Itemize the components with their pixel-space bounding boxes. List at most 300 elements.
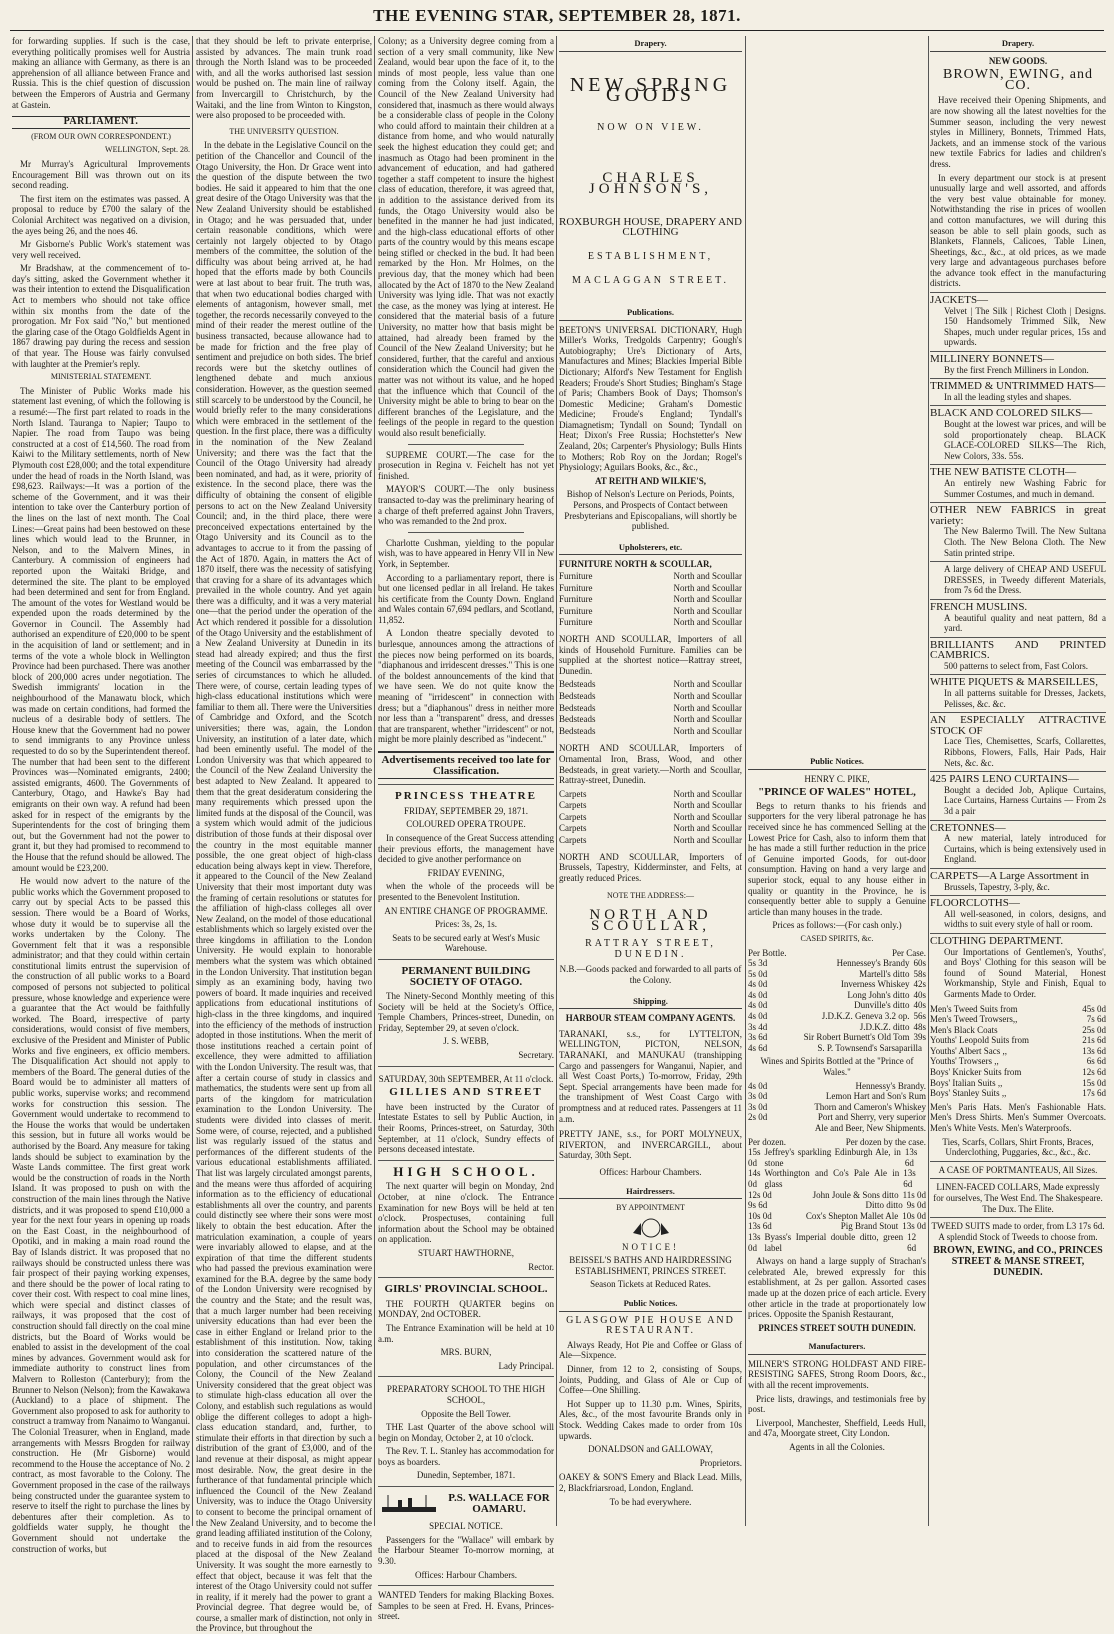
- ad-body: OAKEY & SON'S Emery and Black Lead. Mills, 2, Blackfriarsroad, London, England.: [559, 1472, 742, 1493]
- list-item: [559, 823, 742, 834]
- table-cell: Carpets: [559, 823, 587, 834]
- ad-body: NORTH AND SCOULLAR, Importers of Brussels, Tapestry, Kidderminster, and Felts, at greatly reduced Prices.: [559, 851, 742, 883]
- ad-subtitle: Opposite the Bell Tower.: [421, 1408, 511, 1419]
- table-cell: 4s 0d: [748, 1011, 768, 1022]
- table-cell: North and Scoullar: [673, 788, 742, 799]
- ad-body: The Rev. T. L. Stanley has accommodation for boys as boarders.: [378, 1446, 554, 1467]
- category-heading: Public Notices.: [559, 1298, 742, 1312]
- ad-signature: MRS. BURN,: [440, 1347, 492, 1358]
- column-divider: [192, 36, 193, 1526]
- table-cell: Dunville's ditto: [854, 1000, 910, 1011]
- table-cell: 14s 0d: [748, 1168, 761, 1189]
- category-heading: Manufacturers.: [748, 1341, 926, 1355]
- table-cell: Youths' Leopold Suits from: [930, 1035, 1029, 1046]
- ad-body: Dinner, from 12 to 2, consisting of Soups, Joints, Pudding, and Glass of Ale or Cup of Coffee—One Shilling.: [559, 1364, 742, 1396]
- host-name: HENRY C. PIKE,: [804, 773, 870, 784]
- table-cell: 13s 6d: [1082, 1045, 1106, 1056]
- table-cell: 45s 0d: [1082, 1003, 1106, 1014]
- wines-heading: Wines and Spirits Bottled at the "Prince of Wales.": [760, 1056, 914, 1078]
- table-cell: 13s 0d: [748, 1231, 761, 1253]
- table-cell: Furniture: [559, 571, 593, 581]
- table-row: [930, 1035, 1106, 1046]
- steamer-ad: [378, 1486, 554, 1580]
- table-cell: Boys' Stanley Suits ,,: [930, 1088, 1007, 1099]
- table-cell: 40s: [913, 989, 926, 1000]
- table-cell: North and Scoullar: [673, 702, 742, 713]
- section-heading: BLACK AND COLORED SILKS—: [930, 407, 1093, 420]
- list-item: [559, 691, 742, 702]
- dateline: WELLINGTON, Sept. 28.: [105, 145, 190, 155]
- table-cell: 5s 3d: [748, 958, 768, 969]
- johnson-name: CHARLES JOHNSON'S,: [588, 170, 713, 197]
- table-cell: Carpets: [559, 800, 587, 811]
- spring-goods-headline: NEW SPRING GOODS: [569, 73, 732, 107]
- ad-body: Have received their Opening Shipments, and are now showing all the latest novelties for the Summer season, including the very newest styles in Millinery, Bonnets, Trimmed Hats, Jackets, and an immense stock of the various new textile Fabrics for ladies and children's dress.: [930, 95, 1106, 169]
- section-heading: CRETONNES—: [930, 821, 1006, 834]
- drapery-section: [930, 378, 1106, 402]
- table-row: [748, 1091, 926, 1102]
- news-item: SUPREME COURT.—The case for the prosecution in Regina v. Feichelt has not yet finished.: [378, 449, 554, 481]
- ad-body: Liverpool, Manchester, Sheffield, Leeds Hull, and 47a, Moorgate street, City London.: [748, 1417, 926, 1439]
- table-cell: North and Scoullar: [673, 725, 742, 736]
- col-head: Per Case.: [892, 947, 926, 958]
- section-heading: JACKETS—: [930, 294, 989, 307]
- firm-footer: BROWN, EWING, and CO., PRINCES STREET & MANSE STREET, DUNEDIN.: [933, 1245, 1103, 1278]
- list-item: [559, 703, 742, 714]
- section-heading: AN ESPECIALLY ATTRACTIVE STOCK OF: [930, 714, 1106, 737]
- ad-body: WANTED Tenders for making Blacking Boxes. Samples to be seen at Fred. H. Evans, Princes-street.: [378, 1590, 554, 1622]
- drapery-section: [930, 868, 1106, 892]
- table-cell: Martell's ditto: [859, 968, 910, 979]
- news-item: MAYOR'S COURT.—The only business transacted to-day was the preliminary hearing of a charge of theft preferred against John Travers, who was remanded to the 2nd prox.: [378, 484, 554, 527]
- category-heading: Public Notices.: [748, 756, 926, 770]
- table-cell: Ditto ditto: [865, 1200, 903, 1211]
- table-cell: North and Scoullar: [673, 714, 742, 725]
- table-row: [748, 1200, 926, 1211]
- table-cell: Men's Tweed Trowsers,,: [930, 1014, 1018, 1025]
- establishment: ESTABLISHMENT,: [587, 250, 714, 262]
- ad-seats: Seats to be secured early at West's Music Warehouse.: [392, 932, 540, 954]
- ad-role: Rector.: [528, 1261, 554, 1272]
- building-society-ad: [378, 959, 554, 1061]
- table-cell: S. P. Townsend's Sarsaparilla: [817, 1042, 922, 1053]
- section-text: All well-seasoned, in colors, designs, and widths to suit every style of hall or room.: [944, 908, 1106, 930]
- ad-body: The Entrance Examination will be held at 10 a.m.: [378, 1322, 554, 1344]
- table-row: [748, 1000, 926, 1011]
- table-cell: Men's Tweed Suits from: [930, 1003, 1018, 1014]
- new-goods: NEW GOODS.: [988, 55, 1048, 66]
- table-cell: North and Scoullar: [673, 679, 742, 690]
- note-address: NOTE THE ADDRESS:—: [607, 891, 694, 901]
- table-cell: Lemon Hart and Son's Rum: [825, 1091, 926, 1102]
- column-divider: [374, 36, 375, 1526]
- table-cell: 13s 6d: [748, 1221, 772, 1232]
- section-heading: BRILLIANTS AND PRINTED CAMBRICS.: [930, 638, 1106, 662]
- table-row: [748, 1232, 926, 1253]
- ad-body: Hot Supper up to 11.30 p.m. Wines, Spirits, Ales, &c., of the most favourite Brands only in Stock. Wedding Cakes made to order from 10s upwards.: [559, 1398, 742, 1441]
- table-cell: 58s: [913, 968, 926, 979]
- publications-note: Bishop of Nelson's Lecture on Periods, Points, Persons, and Prospects of Contact between Presbyterians and Episcopalians, will shortly be published.: [564, 489, 737, 532]
- table-row: [748, 990, 926, 1001]
- list-item: [559, 617, 742, 628]
- paragraph: that they should be left to private enterprise, assisted by advances. The main trunk road through the North Island was to be proceeded with, and all the works authorised last session would be pushed on. The main line of railway from Invercargill to Christchurch, by the Waitaki, and the line from Winton to Kingston, were also proposed to be proceeded with.: [196, 36, 372, 121]
- rattray-street: RATTRAY STREET, DUNEDIN.: [585, 938, 716, 960]
- ad-body: NORTH AND SCOULLAR, Importers of all kinds of Household Furniture. Families can be supplied at the shortest notice—Rattray street, Dunedin.: [559, 633, 742, 676]
- paragraph: Mr Murray's Agricultural Improvements Encouragement Bill was thrown out on its second reading.: [12, 158, 190, 191]
- section-heading: FRENCH MUSLINS.: [930, 600, 1028, 613]
- ad-body: Begs to return thanks to his friends and supporters for the very liberal patronage he has received since he has commenced Selling at the Lowest Price for Cash, also to inform them that he has made a still further reduction in the price of Genuine imported Goods, for out-door consumption. Having on hand a very large and superior stock, equal to any house either in quality or quantity in the Province, he is consequently better able to supply a Genuine article than many houses in the trade.: [748, 800, 926, 917]
- table-cell: North and Scoullar: [673, 823, 742, 834]
- ad-title: PRINCESS THEATRE: [395, 790, 537, 803]
- table-cell: 2s 0d: [748, 1112, 768, 1123]
- table-cell: Long John's ditto: [847, 989, 910, 1000]
- table-cell: 60s: [913, 958, 926, 969]
- table-cell: Thorn and Cameron's Whiskey: [814, 1101, 926, 1112]
- ad-body: have been instructed by the Curator of Intestate Estates to sell by Public Auction, in their Rooms, Princes-street, on Saturday, 30th September, at 11 o'clock, Sundry effects of persons deceased intestate.: [378, 1101, 554, 1155]
- table-row: [748, 1168, 926, 1189]
- suits-table: [930, 1004, 1106, 1099]
- table-cell: Men's Black Coats: [930, 1024, 998, 1035]
- ad-body: In consequence of the Great Success attending their previous efforts, the management have decided to give another performance on: [378, 832, 554, 865]
- drapery-section: [930, 771, 1106, 816]
- table-cell: Inverness Whiskey: [840, 979, 910, 990]
- hotel-name: "PRINCE OF WALES" HOTEL,: [758, 786, 916, 799]
- list-item: [559, 571, 742, 582]
- ad-date: SATURDAY, 30th SEPTEMBER, At 11 o'clock.: [378, 1073, 554, 1084]
- drapery-section: [930, 933, 1106, 1000]
- prices-heading: Prices as follows:—(For cash only.): [772, 920, 902, 931]
- table-cell: 4s 6d: [748, 1042, 768, 1053]
- steamship-icon: [378, 1495, 440, 1515]
- carpets-list: [559, 789, 742, 846]
- table-cell: 3s 6d: [748, 1032, 768, 1043]
- section-text: A large delivery of CHEAP AND USEFUL DRESSES, in Tweedy different Materials, from 7s 6d the Dress.: [944, 564, 1106, 596]
- table-row: [748, 969, 926, 980]
- table-cell: North and Scoullar: [673, 800, 742, 811]
- section-text: Bought at the lowest war prices, and will be sold proportionately cheap. BLACK GLACE-COLORED SILKS—The Rich, New Colors, 33s. 55s.: [944, 419, 1106, 461]
- section-text: A new material, lately introduced for Curtains, which is being extensively used in England.: [944, 833, 1106, 865]
- table-cell: Bedsteads: [559, 714, 596, 725]
- ad-body: In every department our stock is at present unusually large and well assorted, and affords the very best value obtainable for money. Notwithstanding the rise in prices of woollen and cotton manufactures, we will during this season be able to sell plain goods, such as Blankets, Flannels, Calicoes, Table Linen, Sheetings, &c., &c., at old prices, as we made very large and advantageous purchases before the advance took effect in the manufacturing districts.: [930, 172, 1106, 289]
- table-row: [748, 979, 926, 990]
- table-row: [748, 1081, 926, 1092]
- drapery-section: [930, 637, 1106, 672]
- firm-name: BROWN, EWING, and CO.: [943, 67, 1093, 93]
- table-row: [748, 958, 926, 969]
- ale-table: [748, 1147, 926, 1253]
- table-cell: Sir Robert Burnett's Old Tom: [803, 1032, 910, 1043]
- drapery-section: [930, 561, 1106, 596]
- column-divider: [745, 36, 746, 1526]
- table-row: [930, 1004, 1106, 1015]
- table-cell: 13s 0d: [902, 1221, 926, 1232]
- table-cell: Furniture: [559, 617, 593, 628]
- paragraph: The first item on the estimates was passed. A proposal to reduce by £700 the salary of the Colonial Architect was negatived on a division, the ayes being 26, and the noes 46.: [12, 193, 190, 236]
- table-cell: North and Scoullar: [673, 571, 742, 581]
- ad-change: AN ENTIRE CHANGE OF PROGRAMME.: [384, 905, 548, 916]
- price-header: [748, 948, 926, 959]
- table-row: [748, 1032, 926, 1043]
- list-item: [559, 800, 742, 811]
- column-4: [559, 36, 742, 1526]
- list-item: [559, 726, 742, 737]
- table-cell: Cox's Shepton Mallet Ale: [805, 1210, 899, 1221]
- dozen-header: [748, 1137, 926, 1148]
- section-heading: CLOTHING DEPARTMENT.: [930, 934, 1064, 947]
- ad-body: PRETTY JANE, s.s., for PORT MOLYNEUX, RIVERTON, and INVERCARGILL, about Saturday, 30th Sept.: [559, 1129, 742, 1161]
- section-text: Lace Ties, Chemisettes, Scarfs, Collarettes, Ribbons, Flowers, Falls, Hair Pads, Hair Nets, &c. &c.: [944, 736, 1106, 768]
- subtitle: MINISTERIAL STATEMENT.: [50, 372, 152, 382]
- section-text: 500 patterns to select from, Fast Colors.: [944, 660, 1088, 671]
- table-cell: 7s 6d: [1086, 1014, 1106, 1025]
- table-cell: [748, 1123, 811, 1134]
- ad-body: Always on hand a large supply of Strachan's celebrated Ale, brewed expressly for this establishment, at 2s per gallon. Assorted cases made up at the dozen price of each article. Every other article in the trade at proportionately low prices. Opposite the Spanish Restaurant,: [748, 1256, 926, 1320]
- table-cell: 4s 0d: [748, 1000, 768, 1011]
- table-cell: Worthington and Co's Pale Ale in glass: [764, 1168, 900, 1189]
- table-cell: 42s: [913, 979, 926, 990]
- ad-body: Always Ready, Hot Pie and Coffee or Glass of Ale—Sixpence.: [559, 1339, 742, 1361]
- column-divider: [556, 36, 557, 1526]
- wanted-ad: [378, 1585, 554, 1622]
- ad-title: HIGH SCHOOL.: [393, 1163, 539, 1179]
- byline: (FROM OUR OWN CORRESPONDENT.): [31, 131, 171, 141]
- table-cell: Youths' Trowsers ,,: [930, 1056, 999, 1067]
- spirits-table: [748, 958, 926, 1053]
- paragraph: The Minister of Public Works made his statement last evening, of which the following is a resumé:—The first part related to roads in the North Island. Tauranga to Napier; Taupo to Napier. The road from Taupo was being constructed at a cost of £14,560. The road from Kaiwi to the Military settlements, north of New Plymouth cost £28,000; and the total expenditure under the head of roads in the North Island, was £98,623. Railways:—It was a portion of the scheme of the Government, and it was their intention to take over the Canterbury portion of the lines on the last of next month. The Coal Lines:—Great pains had been bestowed on these lines which would lead to the Brunner, in Nelson, and to the Malvern Mines, in Canterbury. A commission of engineers had reported upon the Waitaki Bridge, and determined the site. The plant to be employed had been determined and sent for from England. The amount of the votes for Westland would be expended upon the roads determined by the Governor in Council. The Assembly had authorised an expenditure of £20,000 to be spent in the acquisition of land or settlement; and in terms of the vote a whole block in Wellington Province had been purchased. There was another block of 200,000 acres under negotiation. The Swedish immigrants' location in the neighbourhood of the Manawatu block, which was made on certain conditions, had formed the nucleus of a desirable body of settlers. The House knew that the Government had no power to send immigrants to any Province unless requested to do so by the Superintendent thereof. The number that had been sent to the different Provinces was—Nominated emigrants, 2400; assisted emigrants, 4600. The Governments of Canterbury, Otago, and Hawke's Bay had emigrants on their own way. A refund had been asked for in respect of the emigrants by the Superintendents for the cost of bringing them out, but the Government had not the power to grant it, but they had promised to recommend to the House that the refund should be allowed. The amount would be £23,200.: [12, 385, 190, 873]
- drapery-section: [930, 895, 1106, 930]
- ties-list: Ties, Scarfs, Collars, Shirt Fronts, Braces, Underclothing, Puggaries, &c., &c., &c.: [942, 1136, 1094, 1158]
- table-cell: Carpets: [559, 788, 587, 799]
- ad-role: Proprietors.: [699, 1457, 742, 1468]
- ad-body: THE FOURTH QUARTER begins on MONDAY, 2nd OCTOBER.: [378, 1298, 554, 1320]
- section-heading: OTHER NEW FABRICS in great variety:: [930, 504, 1106, 527]
- table-row: [748, 1190, 926, 1201]
- table-cell: 56s: [913, 1011, 926, 1022]
- packing-note: N.B.—Goods packed and forwarded to all parts of the Colony.: [559, 964, 742, 985]
- royal-arms-icon: [631, 1217, 671, 1239]
- table-row: [748, 1221, 926, 1232]
- list-item: [559, 714, 742, 725]
- section-text: An entirely new Washing Fabric for Summer Costumes, and much in demand.: [944, 477, 1106, 499]
- column-divider: [928, 36, 929, 1526]
- ad-title: HARBOUR STEAM COMPANY AGENTS.: [565, 1013, 736, 1024]
- ad-body: Price lists, drawings, and testimonials free by post.: [748, 1393, 926, 1415]
- ad-prices: Prices: 3s, 2s, 1s.: [434, 919, 497, 930]
- list-item: [559, 583, 742, 594]
- table-cell: 6s 6d: [1086, 1056, 1106, 1067]
- by-appointment: BY APPOINTMENT: [616, 1203, 685, 1213]
- table-cell: Byass's Imperial double ditto, green label: [764, 1231, 904, 1253]
- drapery-section: [930, 464, 1106, 499]
- intro-paragraph: for forwarding supplies. If such is the case, everything politically promises well for Austria making an alliance with Germany, as there is an apprehension of all alliance between France and Russia. This is the chief question of discussion between the Emperors of Austria and Germany at Gastein.: [12, 36, 190, 110]
- ad-signature: STUART HAWTHORNE,: [417, 1247, 515, 1258]
- masthead: THE EVENING STAR, SEPTEMBER 28, 1871.: [373, 6, 741, 25]
- table-cell: Carpets: [559, 835, 587, 846]
- table-cell: 4s 0d: [748, 979, 768, 990]
- season-tickets: Season Tickets at Reduced Rates.: [590, 1279, 711, 1290]
- drapery-section: [930, 292, 1106, 348]
- column-6: [930, 36, 1106, 1526]
- paragraph: Mr Bradshaw, at the commencement of to-day's sitting, asked the Government whether it was their intention to extend the Disqualification Act to members who should not take office within six months from the date of the prorogation. Mr Fox said "No," but mentioned the glaring case of the Otago Goldfields Agent in 1867 drawing pay during the recess and session of that year. The House was fairly convulsed with laughter at the Premier's reply.: [12, 263, 190, 369]
- linen-collars: LINEN-FACED COLLARS, Made expressly for ourselves, The West End. The Shakespeare. The Dux. The Elite.: [930, 1178, 1106, 1214]
- ad-body: BEISSEL'S BATHS AND HAIRDRESSING ESTABLISHMENT, PRINCES STREET.: [569, 1255, 732, 1276]
- table-cell: North and Scoullar: [673, 690, 742, 701]
- portmanteaus: A CASE OF PORTMANTEAUS, All Sizes.: [930, 1161, 1106, 1176]
- table-row: [930, 1056, 1106, 1067]
- table-row: [930, 1078, 1106, 1089]
- table-cell: Bedsteads: [559, 690, 596, 701]
- ad-title: P.S. WALLACE FOR OAMARU.: [448, 1492, 550, 1515]
- table-cell: 3s 0d: [748, 1091, 768, 1102]
- reith-wilkie: AT REITH AND WILKIE'S,: [594, 475, 707, 486]
- table-row: [930, 1088, 1106, 1099]
- table-cell: Port and Sherry, very superior: [817, 1112, 926, 1123]
- table-cell: 5s 0d: [748, 968, 768, 979]
- table-row: [930, 1046, 1106, 1057]
- section-text: Our Importations of Gentlemen's, Youths', and Boys' Clothing for this season will be found of Sound Material, Honest Workmanship, Style and Finish, Equal to Garments Made to Order.: [944, 946, 1106, 999]
- category-heading: Upholsterers, etc.: [559, 542, 742, 556]
- table-cell: 12 6d: [907, 1231, 917, 1253]
- hats-list: Men's Paris Hats. Men's Fashionable Hats. Men's Dress Shirts. Men's Summer Overcoats. Men's White Vests. Men's Waterproofs.: [930, 1101, 1106, 1134]
- table-cell: Furniture: [559, 582, 593, 593]
- paragraph: Mr Gisborne's Public Work's statement was very well received.: [12, 239, 190, 260]
- table-cell: Boys' Italian Suits ,,: [930, 1077, 1003, 1088]
- list-item: [559, 606, 742, 617]
- bottled-table: [748, 1081, 926, 1134]
- table-cell: Jeffrey's sparkling Edinburgh Ale, in stone: [764, 1147, 901, 1168]
- ad-title: GLASGOW PIE HOUSE AND RESTAURANT.: [566, 1314, 735, 1337]
- col-head: Per Bottle.: [748, 947, 787, 958]
- ad-day: FRIDAY EVENING,: [427, 867, 505, 878]
- table-cell: Furniture: [559, 605, 593, 616]
- list-item: [559, 789, 742, 800]
- table-cell: 21s 6d: [1082, 1035, 1106, 1046]
- table-cell: 10s 0d: [902, 1210, 926, 1221]
- table-cell: Bedsteads: [559, 679, 596, 690]
- ad-title: GILLIES AND STREET: [389, 1086, 543, 1099]
- table-cell: North and Scoullar: [673, 594, 742, 605]
- paragraph: He would now advert to the nature of the public works which the Government proposed to carry out by special Acts to be passed this session. There would be a Board of Works, whose duty it would be to supervise all the works undertaken by the Colony. The Government felt that it was a responsible administrator; and that they could within certain constitutional limits entrust the supervision of the construction of all public works to a Board composed of persons not subjected to political pressure, whose knowledge and experience were a guarantee that the Act would be faithfully worked. The Board, irrespective of party considerations, would consist of five members, exclusive of the President and Minister of Public Works and five engineers, ex officio members. The Disqualification Act should not apply to members of the Board. The general duties of the Board would be to administer all matters of public works, supervise works; and recommend works for construction this session. The Government would undertake to recommend to the House the works that would be undertaken this session, but in future all works would be authorised by the Board. Any measure for taking lands should be subject to examination by the Waste Lands committee. The first great work would be the construction of roads in the North Island. It was proposed to push on with the construction of the main lines through the Native districts, and it was proposed to spend £10,000 a year for the next four years in opening up roads on the East Coast, in the neighbourhood of Opotiki, and in making a main road round the Bay of Islands district. It was proposed that no railways should be constructed unless there was fair prospect of their paying working expenses, and there should be the power of local rating to cover their cost. With respect to coal mine lines, which were special and distinct classes of railways, it was proposed that the cost of construction should fall directly on the coal mine districts, but the Board of Works would be enabled to assist in the development of the coal mines by advances. Government would ask for immediate authority to construct lines from Malvern to Rolleston (Canterbury); from the Brunner to Nelson (Nelson); from the Kawakawa (Auckland) to a place of shipment. The Government also proposed to ask for authority to construct a tramway from Nanaimo to Wanganui. The Colonial Treasurer, when in England, made arrangements with Messrs Brogden for railway construction. He (Mr Gisborne) would recommend to the House the acceptance of No. 2 contract, as most favorable to the Colony. The Government proposed in the case of the railways being constructed under the guarantee system to reserve to itself the right to purchase the lines by debentures after their completion. As to goldfields water supply, he thought the Government should not undertake the construction of works, but: [12, 876, 190, 1554]
- table-row: [748, 1123, 926, 1134]
- drapery-section: [930, 674, 1106, 709]
- table-cell: 11s 0d: [902, 1189, 926, 1200]
- table-cell: Hennessy's Brandy.: [855, 1080, 926, 1091]
- category-heading: Drapery.: [559, 38, 742, 52]
- list-item: [559, 679, 742, 690]
- ad-body: MILNER'S STRONG HOLDFAST AND FIRE-RESISTING SAFES, Strong Room Doors, &c., with all the recent improvements.: [748, 1358, 926, 1391]
- table-cell: J.D.K.Z. ditto: [859, 1021, 910, 1032]
- table-cell: 13s 6d: [903, 1168, 916, 1189]
- bedsteads-list: [559, 679, 742, 736]
- list-item: [559, 594, 742, 605]
- table-row: [748, 1011, 926, 1022]
- ad-office: Offices: Harbour Chambers.: [599, 1166, 702, 1177]
- roxburgh-house: ROXBURGH HOUSE, DRAPERY AND CLOTHING: [559, 215, 742, 239]
- ad-title: PERMANENT BUILDING SOCIETY OF OTAGO.: [401, 964, 531, 988]
- section-heading: MILLINERY BONNETS—: [930, 353, 1054, 366]
- table-cell: 15s 0d: [748, 1147, 761, 1168]
- ad-title: FURNITURE NORTH & SCOULLAR,: [559, 559, 712, 570]
- category-heading: Drapery.: [930, 38, 1106, 52]
- ad-date: FRIDAY, SEPTEMBER 29, 1871.: [403, 805, 529, 816]
- category-heading: Publications.: [559, 307, 742, 321]
- hotel-address: PRINCES STREET SOUTH DUNEDIN.: [758, 1322, 916, 1333]
- ad-notice: SPECIAL NOTICE.: [429, 1521, 503, 1532]
- table-cell: Carpets: [559, 811, 587, 822]
- table-cell: 48s: [913, 1021, 926, 1032]
- drapery-section: [930, 502, 1106, 558]
- column-2: [196, 36, 372, 1634]
- ad-body: The Ninety-Second Monthly meeting of this Society will be held at the Society's Office, Temple Chambers, Princes-street, Dunedin, on Friday, September 29, at seven o'clock.: [378, 991, 554, 1033]
- top-rule: [10, 30, 1104, 31]
- ad-body: THE Last Quarter of the above school will begin on Monday, October 2, at 10 o'clock.: [378, 1422, 554, 1443]
- list-item: [559, 835, 742, 846]
- publications-list: BEETON'S UNIVERSAL DICTIONARY, Hugh Miller's Works, Tredgolds Carpentry; Gough's Autobiography; Ure's Dictionary of Arts, Manufactures and Mines; Blackies Imperial Bible Dictionary; Alford's New Testament for English Readers; Froude's Short Studies; Bingham's Stage of Paris; Chambers Book of Days; Thomson's Domestic Medicine; Graham's Domestic Medicine; Froude's England; Tyndall's Diamagnetism; Tyndall on Sound; Tyndall on Heat; Dixon's Free Russia; Hochstetter's New Zealand, 20s; Carpenter's Physiology; Bulls Hints to Mothers; Rob Roy on the Jordan; Rogel's Physiology; Aguilars Books, &c., &c.,: [559, 324, 742, 473]
- table-cell: Furniture: [559, 594, 593, 605]
- news-item: According to a parliamentary report, there is but one licensed pedlar in all Ireland. He takes his certificate from the County Down. England and Wales contain 67,694 pedlars, and Scotland, 11,852.: [378, 572, 554, 625]
- table-cell: North and Scoullar: [673, 835, 742, 846]
- tweed-suits: TWEED SUITS made to order, from L3 17s 6d. A splendid Stock of Tweeds to choose from.: [930, 1217, 1106, 1242]
- drapery-section: [930, 405, 1106, 461]
- paragraph: In the debate in the Legislative Council on the petition of the Chancellor and Council of the Otago University, the Hon. Dr Grace went into the question of the dispute between the two bodies. He said it appeared to him that the one great desire of the Otago University was that the New Zealand University should be established in Otago; and he was persuaded that, under certain reasonable conditions, which were certainly not largely objected to by Otago members of the committee, the solution of the difficulty was about being arrived at, he had hoped that the efforts made by both Councils were at last about to bear fruit. The truth was, that when two educational bodies charged with elements of antagonism, however small, met together, the records necessarily conveyed to the mind of their reader the merest outline of the business transacted, because allowance had to be made for friction and the free play of sentiment and prejudice on both sides. The brief records were but the sketchy outlines of lengthened debate and much anxious consideration. However, as the question seemed still scarcely to be understood by the Council, he would briefly refer to the many considerations which were embraced in the settlement of the question. In the first place, there was a difficulty in the nomination of the New Zealand University; and there was the fact that the Council of the Otago University had already been nominated, and had, as it were, priority of existence. In the second place, there was the difficulty of obtaining the consent of eligible persons to act on the New Zealand University Council; and, in the third place, there were preconceived expectations entertained by the Otago University and its Council as to the advantages to accrue to it from the passing of the Act of 1870. Again, in matters the Act of 1870 itself, there was the necessity of satisfying that craving for a share of its advantages which prevailed in the whole country. And yet again there was a difficulty, and it was a very material one—that the period under the operation of the Act which rendered it possible for a dissolution of the Otago University and the establishment of a New Zealand University at Dunedin in its stead had already expired; and thus the first meeting of the Council was embarrassed by the series of circumstances to which he alluded. There were, of course, certain leading types of high-class educational institutions which were familiar to them all. There were the Universities of Cambridge and Oxford, and the Scotch universities; there was, again, the London University, an institution of a later date, which had been eminently useful. The model of the London University was that which appeared to the Council of the New Zealand University the best adapted to New Zealand. It appeared to them that the great desideratum considering the many requirements which pressed upon the limited funds at the disposal of the Council, was a system which would admit of the judicious distribution of those funds at their disposal over the country in the most equitable manner possible, the one great object of high-class education being always kept in view. Therefore, it appeared to the Council of the New Zealand University that their most important duty was the framing of certain resolutions or statutes for the affiliation of high-class colleges all over New Zealand, on the model of those educational establishments which so largely existed over the three kingdoms in affiliation to the London University. He would explain to honorable members what the system was which obtained in the London University. That institution began simply as an examining body, having two powers of board. It made inquiries and received applications from educational institutions of high-class in the three kingdoms, and inquired into the efficiency of the methods of instruction adopted in those institutions. When the merit of those institutions reached a certain point of excellence, they were admitted to affiliation with the London University. The result was, that after a certain course of study in classics and mathematics, the students were sent up from all parts of the kingdom for matriculation examination to the London University. The students were divided into classes of merit. Some were, of course, rejected, and a published list was regularly issued of the status and performances of the different students of the various educational establishments affiliated. That list was largely circulated amongst parents, and the means were thus afforded of acquiring information as to the efficiency of educational establishments all over the country, and parents could distinctly see where their sons were most likely to obtain the best education. After the matriculation examination, a couple of years were invariably allowed to elapse, and at the expiration of that time the different students who had passed the previous examination were examined for the B.A. degree by the same body of the London University were recognised by the country and the State; and the result was, that a much larger number had been receiving university educations than had ever been the case in either England or Ireland prior to the establishment of this institution. Now, taking into consideration the scattered nature of the population, and other circumstances of the Colony, the Council of the New Zealand University considered that the great object was to stimulate high-class education all over the Colony, and establish such regulations as would oblige the different colleges to adopt a high-class education standard, and, further, to stimulate their efforts in that direction by such a distribution of the grant of £3,000, and of the land revenue at their disposal, as might appear most desirable. Now, the great desire in the furtherance of that fundamental principle which influenced the Council of the New Zealand University, was to induce the Otago University to consent to become the principal ornament of the New Zealand University, and to become the grand leading affiliated institution of the Colony, and to receive funds in aid from the resources placed at the disposal of the New Zealand University. It was sought the more earnestly to effect that object, because it was felt that the interest of the Otago University could not suffer in reality, if it merely had the power to grant a Provincial degree. That degree would be, of course, a smaller mark of distinction, not only in the Province, but throughout the: [196, 140, 372, 1634]
- section-heading: WHITE PIQUETS & MARSEILLES,: [930, 676, 1099, 689]
- table-cell: 40s: [913, 1000, 926, 1011]
- now-on-view: NOW ON VIEW.: [597, 121, 704, 133]
- table-row: [748, 1102, 926, 1113]
- section-text: In all the leading styles and shapes.: [944, 391, 1072, 402]
- drapery-section: [930, 712, 1106, 768]
- furniture-list: [559, 571, 742, 628]
- notice: NOTICE!: [622, 1241, 679, 1252]
- category-heading: Shipping.: [559, 996, 742, 1010]
- table-cell: 3s 4d: [748, 1021, 768, 1032]
- section-heading: FLOORCLOTHS—: [930, 897, 1020, 910]
- section-text: Brussels, Tapestry, 3-ply, &c.: [944, 881, 1050, 892]
- table-row: [930, 1014, 1106, 1025]
- drapery-section: [930, 820, 1106, 865]
- table-cell: 13s 6d: [904, 1147, 918, 1168]
- ad-subtitle: COLOURED OPERA TROUPE.: [406, 819, 526, 830]
- agents-note: Agents in all the Colonies.: [789, 1442, 885, 1453]
- section-text: By the first French Milliners in London.: [944, 364, 1089, 375]
- ad-body: TARANAKI, s.s., for LYTTELTON, WELLINGTON, PICTON, NELSON, TARANAKI, and MANUKAU (transhipping Cargo and passengers for Wanganui, Napier, and all West Coast Ports,) To-morrow, Friday, 29th Sept. Special arrangements have been made for the transhipment of West Coast Cargo with promptness and at reduced rates. Passengers at 11 a.m.: [559, 1028, 742, 1124]
- auction-ad: [378, 1066, 554, 1155]
- news-item: Charlotte Cushman, yielding to the popular wish, was to have appeared in Henry VII in New York, in September.: [378, 537, 554, 569]
- north-scoullar: NORTH AND SCOULLAR,: [589, 907, 712, 934]
- table-cell: 12s 6d: [1082, 1067, 1106, 1078]
- table-cell: 39s: [913, 1032, 926, 1043]
- preparatory-school-ad: [378, 1376, 554, 1481]
- table-cell: 4s 0d: [748, 989, 768, 1000]
- table-row: [930, 1025, 1106, 1036]
- table-cell: John Joule & Sons ditto: [812, 1189, 899, 1200]
- maclaggan-street: MACLAGGAN STREET.: [572, 275, 729, 287]
- table-cell: 12s 0d: [748, 1189, 772, 1200]
- ad-date: Dunedin, September, 1871.: [416, 1470, 516, 1481]
- table-row: [748, 1043, 926, 1054]
- table-row: [748, 1211, 926, 1222]
- table-cell: North and Scoullar: [673, 811, 742, 822]
- paragraph: Colony; as a University degree coming from a section of a very small community, like New Zealand, would bear upon the face of it, to the minds of most people, less value than one coming from the Colony itself. Again, the Council of the New Zealand University had considered that, inasmuch as there would always be a considerable class of people in the Colony who could afford to maintain their children at a distance from home, and who would naturally seek the highest education they could get; and inasmuch as Otago had been prominent in the advancement of education, and had gathered together a staff competent to insure the highest class of education, therefore, it was agreed that, in addition to the assistance derived from its funds, the Otago University would also be benefited in the manner he had just indicated, and the high-class educational efforts of other parts of the country would by this means escape being stifled or checked in the bud. It had been remarked by the Hon. Mr Holmes, on the previous day, that the money which had been allocated by the Act of 1870 to the New Zealand University was lying idle. That was not exactly the case, as the money was lying at interest. He considered that the material basis of a future University, no matter how that basis might be attained, had already been framed by the Council of the New Zealand University; but he considered, further, that the careful and anxious consideration which the Council had given the matter was not without its value, and he hoped that the influence which that Council of the University might be able to bring to bear on the different branches of the Legislature, and the feelings of the people in regard to the question would also result beneficially.: [378, 36, 554, 438]
- ad-body: NORTH AND SCOULLAR, Importers of Ornamental Iron, Brass, Wood, and other Bedsteads, in great variety.—North and Scoullar, Rattray-street, Dunedin.: [559, 743, 742, 786]
- table-cell: 25s 0d: [1082, 1024, 1106, 1035]
- table-cell: North and Scoullar: [673, 582, 742, 593]
- table-cell: 15s 0d: [1082, 1077, 1106, 1088]
- column-3: [378, 36, 554, 1622]
- section-text: The New Balermo Twill. The New Sultana Cloth. The New Belona Cloth. The New Satin printed stripe.: [944, 526, 1106, 558]
- ad-title: GIRLS' PROVINCIAL SCHOOL.: [384, 1283, 548, 1296]
- column-1: [12, 36, 190, 1554]
